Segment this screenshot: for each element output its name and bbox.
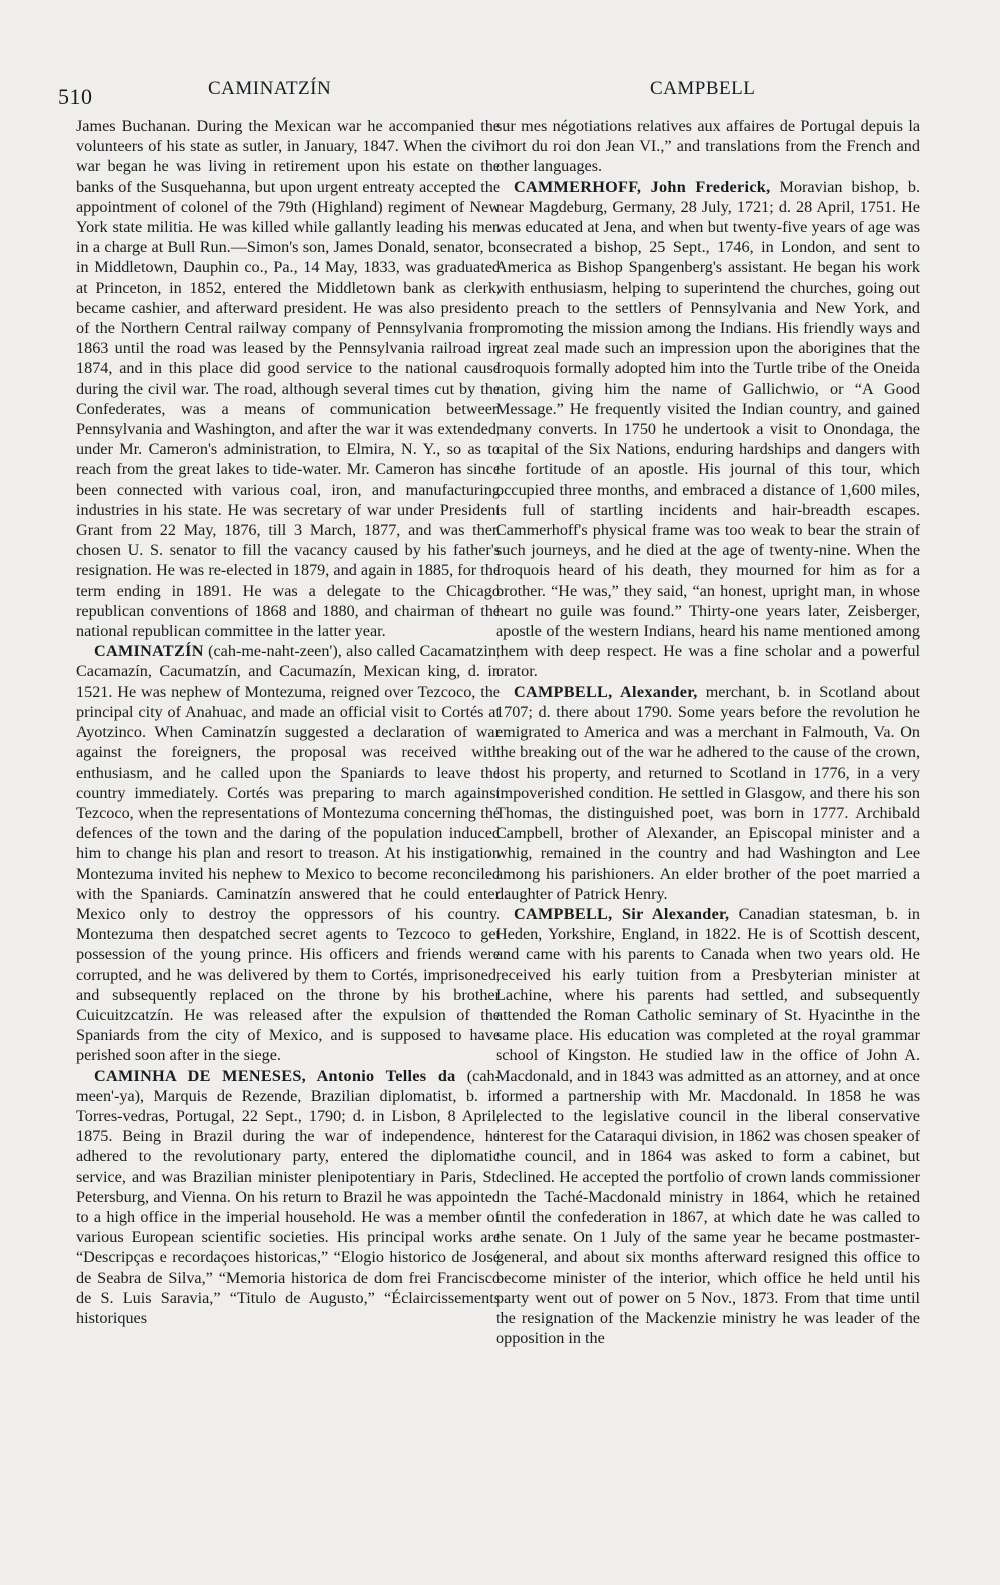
- entry-caminha-de-meneses: [76, 1066, 500, 1329]
- entry-text: sur mes négotiations relatives aux affaires de Portugal depuis la mort du roi don Jean VI.,” and translations from the French and other languages.: [496, 117, 920, 176]
- left-column: [76, 116, 500, 1328]
- entry-campbell-alexander: [496, 682, 920, 904]
- right-column: [496, 116, 920, 1348]
- entry-caminatzin: [76, 641, 500, 1065]
- entry-headword: CAMPBELL, Sir Alexander,: [514, 904, 730, 923]
- right-running-head: CAMPBELL: [650, 78, 756, 99]
- page-number: 510: [58, 84, 93, 109]
- entry-text: (cah-meen'-ya), Marquis de Rezende, Brazilian diplomatist, b. in Torres-vedras, Portugal, 22 Sept., 1790; d. in Lisbon, 8 April, 1875. Being in Brazil during the war of independence, he adhered to the revolutionary party, entered the diplomatic service, and was Brazilian minister plenipotentiary in Paris, St. Petersburg, and Vienna. On his return to Brazil he was appointed to a high office in the imperial household. He was a member of various European scientific societies. His principal works are “Descripças e recordaçoes historicas,” “Elogio historico de José de Seabra de Silva,” “Memoria historica de dom frei Francisco de S. Luis Saravia,” “Titulo de Augusto,” “Éclaircissements historiques: [76, 1066, 500, 1327]
- entry-cammerhoff: [496, 177, 920, 682]
- entry-text: merchant, b. in Scotland about 1707; d. there about 1790. Some years before the revolution he emigrated to America and was a merchant in Falmouth, Va. On the breaking out of the war he adhered to the cause of the crown, lost his property, and returned to Scotland in 1776, in a very impoverished condition. He settled in Glasgow, and there his son Thomas, the distinguished poet, was born in 1777. Archibald Campbell, brother of Alexander, an Episcopal minister and a whig, remained in the country and had Washington and Lee among his parishioners. An elder brother of the poet married a daughter of Patrick Henry.: [496, 682, 920, 903]
- entry-text: Canadian statesman, b. in Heden, Yorkshire, England, in 1822. He is of Scottish descent, and came with his parents to Canada when two years old. He received his early tuition from a Presbyterian minister at Lachine, where his parents had settled, and subsequently attended the Roman Catholic seminary of St. Hyacinthe in the same place. His education was completed at the royal grammar school of Kingston. He studied law in the office of John A. Macdonald, and in 1843 was admitted as an attorney, and at once formed a partnership with Mr. Macdonald. In 1858 he was elected to the legislative council in the liberal conservative interest for the Cataraqui division, in 1862 was chosen speaker of the council, and in 1864 was asked to form a cabinet, but declined. He accepted the portfolio of crown lands commissioner in the Taché-Macdonald ministry in 1864, which he retained until the confederation in 1867, at which date he was called to the senate. On 1 July of the same year he became postmaster-general, and about six months afterward resigned this office to become minister of the interior, which office he held until his party went out of power on 5 Nov., 1873. From that time until the resignation of the Mackenzie ministry he was leader of the opposition in the: [496, 904, 920, 1348]
- entry-headword: CAMPBELL, Alexander,: [514, 682, 698, 701]
- entry-text: (cah-me-naht-zeen'), also called Cacamatzin, Cacamazín, Cacumatzín, and Cacumazín, Mexican king, d. in 1521. He was nephew of Montezuma, reigned over Tezcoco, the principal city of Anahuac, and made an official visit to Cortés at Ayotzinco. When Caminatzín suggested a declaration of war against the foreigners, the proposal was received with enthusiasm, and he called upon the Spaniards to leave the country immediately. Cortés was preparing to march against Tezcoco, when the representations of Montezuma concerning the defences of the town and the daring of the population induced him to change his plan and resort to treason. At his instigation Montezuma invited his nephew to Mexico to become reconciled with the Spaniards. Caminatzín answered that he could enter Mexico only to destroy the oppressors of his country. Montezuma then despatched secret agents to Tezcoco to get possession of the young prince. His officers and friends were corrupted, and he was delivered by them to Cortés, imprisoned, and subsequently replaced on the throne by his brother Cuicuitzcatzín. He was released after the expulsion of the Spaniards from the city of Mexico, and is supposed to have perished soon after in the siege.: [76, 642, 500, 1065]
- entry-text: Moravian bishop, b. near Magdeburg, Germany, 28 July, 1721; d. 28 April, 1751. He was educated at Jena, and when but twenty-five years of age was consecrated a bishop, 25 Sept., 1746, in London, and sent to America as Bishop Spangenberg's assistant. He began his work with enthusiasm, helping to superintend the churches, going out to preach to the settlers of Pennsylvania and New York, and promoting the mission among the Indians. His friendly ways and great zeal made such an impression upon the aborigines that the Iroquois formally adopted him into the Turtle tribe of the Oneida nation, giving him the name of Gallichwio, or “A Good Message.” He frequently visited the Indian country, and gained many converts. In 1750 he undertook a visit to Onondaga, the capital of the Six Nations, enduring hardships and dangers with the fortitude of an apostle. His journal of this tour, which occupied three months, and embraced a distance of 1,600 miles, is full of startling incidents and hair-breadth escapes. Cammerhoff's physical frame was too weak to bear the strain of such journeys, and he died at the age of twenty-nine. When the Iroquois heard of his death, they mourned for him as for a brother. “He was,” they said, “an honest, upright man, in whose heart no guile was found.” Thirty-one years later, Zeisberger, apostle of the western Indians, heard his name mentioned among them with deep respect. He was a fine scholar and a powerful orator.: [496, 177, 920, 681]
- entry-headword: CAMINHA DE MENESES, Antonio Telles da: [94, 1066, 456, 1085]
- entry-continuation: [76, 116, 500, 641]
- entry-headword: CAMMERHOFF, John Frederick,: [514, 177, 771, 196]
- entry-headword: CAMINATZÍN: [94, 642, 204, 661]
- entry-text: James Buchanan. During the Mexican war he accompanied the volunteers of his state as sutler, in January, 1847. When the civil war began he was living in retirement upon his estate on the banks of the Susquehanna, but upon urgent entreaty accepted the appointment of colonel of the 79th (Highland) regiment of New York state militia. He was killed while gallantly leading his men in a charge at Bull Run.—Simon's son, James Donald, senator, b. in Middletown, Dauphin co., Pa., 14 May, 1833, was graduated at Princeton, in 1852, entered the Middletown bank as clerk, became cashier, and afterward president. He was also president of the Northern Central railway company of Pennsylvania from 1863 until the road was leased by the Pennsylvania railroad in 1874, and in this place did good service to the national cause during the civil war. The road, although several times cut by the Confederates, was a means of communication between Pennsylvania and Washington, and after the war it was extended, under Mr. Cameron's administration, to Elmira, N. Y., so as to reach from the great lakes to tide-water. Mr. Cameron has since been connected with various coal, iron, and manufacturing industries in his state. He was secretary of war under President Grant from 22 May, 1876, till 3 March, 1877, and was then chosen U. S. senator to fill the vacancy caused by his father's resignation. He was re-elected in 1879, and again in 1885, for the term ending in 1891. He was a delegate to the Chicago republican conventions of 1868 and 1880, and chairman of the national republican committee in the latter year.: [76, 117, 500, 641]
- entry-continuation: [496, 116, 920, 177]
- left-running-head: CAMINATZÍN: [208, 78, 332, 99]
- entry-campbell-sir-alexander: [496, 904, 920, 1348]
